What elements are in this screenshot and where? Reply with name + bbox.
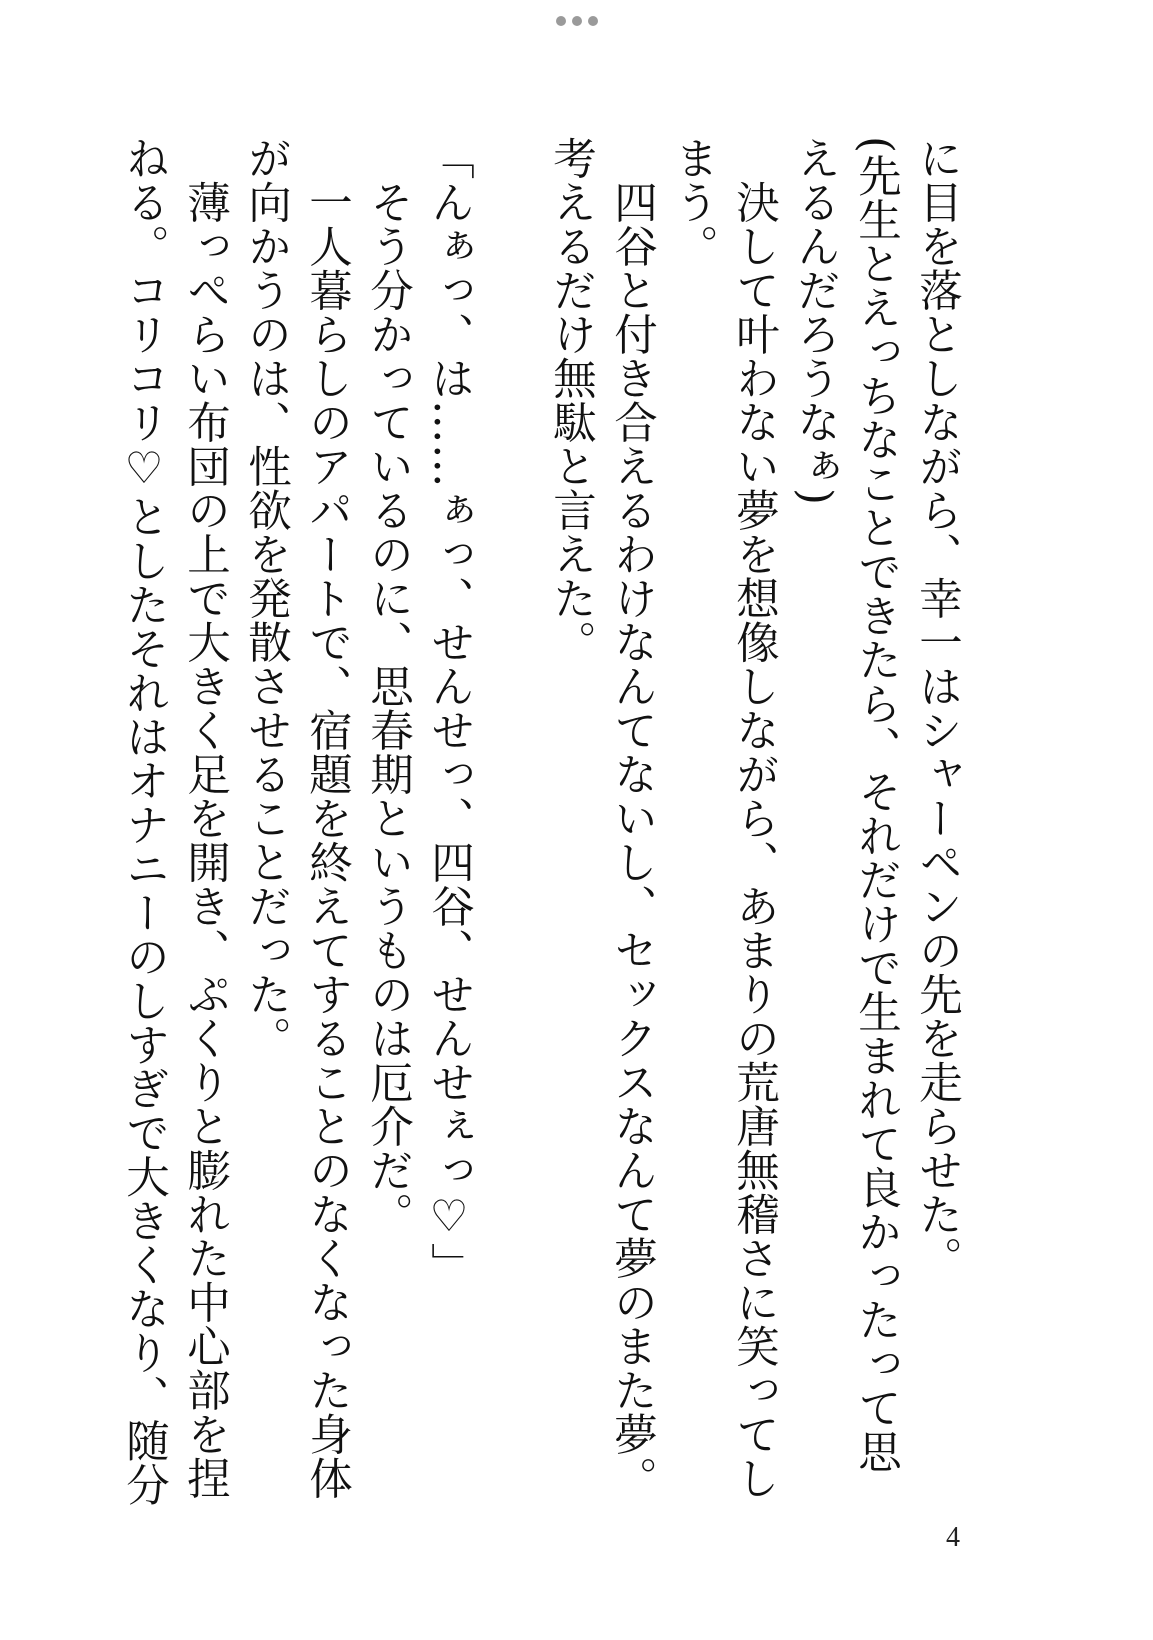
blank-line	[479, 136, 540, 1436]
dot-icon	[572, 16, 582, 26]
text-line: えるんだろうなぁ)	[790, 136, 840, 506]
text-line: が向かうのは、性欲を発散させることだった。	[241, 136, 291, 1060]
page-number: 4	[946, 1522, 960, 1553]
text-line: 一人暮らしのアパートで、宿題を終えてすることのなくなった身体	[302, 136, 352, 1500]
text-line: 決して叶わない夢を想像しながら、あまりの荒唐無稽さに笑ってし	[729, 136, 779, 1500]
text-line: (先生とえっちなことできたら、それだけで生まれて良かったって思	[851, 136, 901, 1474]
text-line: そう分かっているのに、思春期というものは厄介だ。	[363, 136, 413, 1236]
text-line: 薄っぺらい布団の上で大きく足を開き、ぷくりと膨れた中心部を捏	[180, 136, 230, 1500]
vertical-text-body	[113, 136, 967, 1507]
text-line: 考えるだけ無駄と言えた。	[546, 136, 596, 664]
text-line: 「んぁっ、は……ぁっ、せんせっ、四谷、せんせぇっ♡」	[424, 136, 474, 1287]
ellipsis-menu-icon[interactable]	[0, 16, 1153, 26]
text-line: 四谷と付き合えるわけなんてないし、セックスなんて夢のまた夢。	[607, 136, 657, 1500]
text-line: に目を落としながら、幸一はシャーペンの先を走らせた。	[912, 136, 962, 1280]
text-line: まう。	[668, 136, 718, 268]
text-line: ねる。コリコリ♡としたそれはオナニーのしすぎで大きくなり、随分	[119, 136, 169, 1507]
dot-icon	[588, 16, 598, 26]
dot-icon	[556, 16, 566, 26]
